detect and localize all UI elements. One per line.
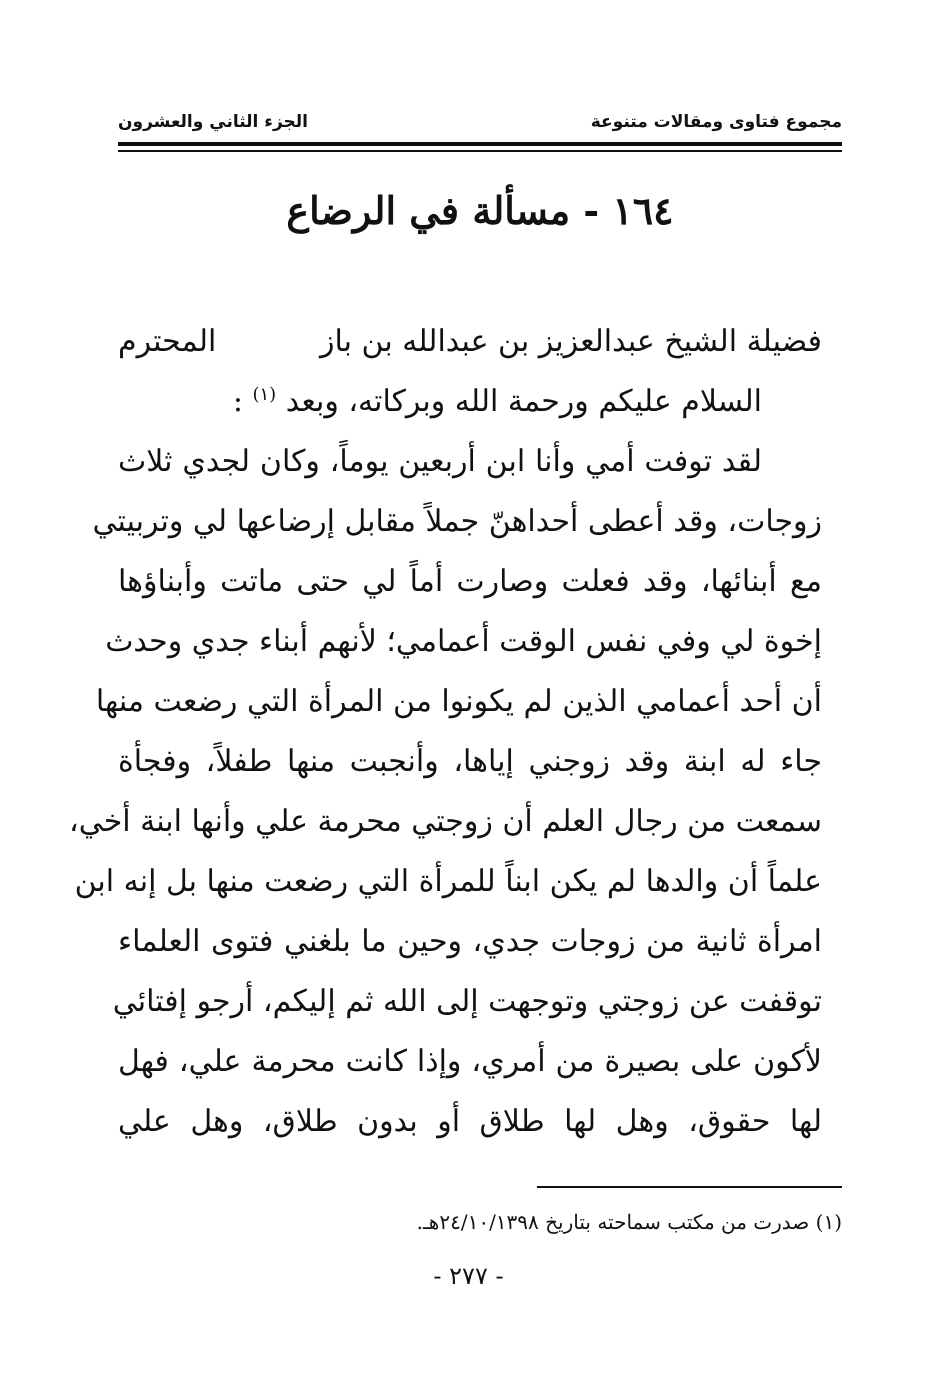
body-line: توقفت عن زوجتي وتوجهت إلى الله ثم إليكم، أرجو إفتائي [112, 984, 822, 1019]
header-rule-thick [118, 142, 842, 146]
body-line: مع أبنائها، وقد فعلت وصارت أماً لي حتى ماتت وأبناؤها [118, 564, 822, 599]
running-header [118, 112, 842, 142]
honorific: المحترم [118, 324, 217, 359]
header-collection-title: مجموع فتاوى ومقالات متنوعة [590, 112, 842, 132]
header-volume-label: الجزء الثاني والعشرون [118, 112, 309, 132]
page-number: - ٢٧٧ - [433, 1262, 504, 1290]
body-line: إخوة لي وفي نفس الوقت أعمامي؛ لأنهم أبناء جدي وحدث [105, 624, 822, 659]
body-line: علماً أن والدها لم يكن ابناً للمرأة التي رضعت منها بل إنه ابن [74, 864, 822, 899]
body-text [69, 312, 822, 1152]
header-rule-thin [118, 150, 842, 152]
addressee: فضيلة الشيخ عبدالعزيز بن عبدالله بن باز [320, 324, 822, 359]
body-line: لقد توفت أمي وأنا ابن أربعين يوماً، وكان لجدي ثلاث [118, 444, 762, 479]
chapter-title: ١٦٤ - مسألة في الرضاع [286, 188, 674, 233]
body-line: سمعت من رجال العلم أن زوجتي محرمة علي وأنها ابنة أخي، [69, 804, 822, 839]
salutation-line [118, 312, 822, 372]
greeting-tail: : [232, 384, 243, 419]
body-line: زوجات، وقد أعطى أحداهنّ جملاً مقابل إرضاعها لي وتربيتي [92, 504, 822, 539]
greeting-text: السلام عليكم ورحمة الله وبركاته، وبعد [285, 384, 762, 419]
body-line: امرأة ثانية من زوجات جدي، وحين ما بلغني فتوى العلماء [118, 924, 822, 959]
footnote-separator [537, 1186, 842, 1188]
footnote: (١) صدرت من مكتب سماحته بتاريخ ٢٤/١٠/١٣٩٨هـ. [416, 1210, 842, 1234]
body-line: لأكون على بصيرة من أمري، وإذا كانت محرمة علي، فهل [118, 1044, 822, 1079]
greeting-line [118, 372, 822, 432]
body-line: لها حقوق، وهل لها طلاق أو بدون طلاق، وهل علي [118, 1104, 822, 1139]
body-line: جاء له ابنة وقد زوجني إياها، وأنجبت منها طفلاً، وفجأة [118, 744, 822, 779]
footnote-reference: (١) [252, 384, 277, 405]
body-line: أن أحد أعمامي الذين لم يكونوا من المرأة التي رضعت منها [95, 684, 822, 719]
